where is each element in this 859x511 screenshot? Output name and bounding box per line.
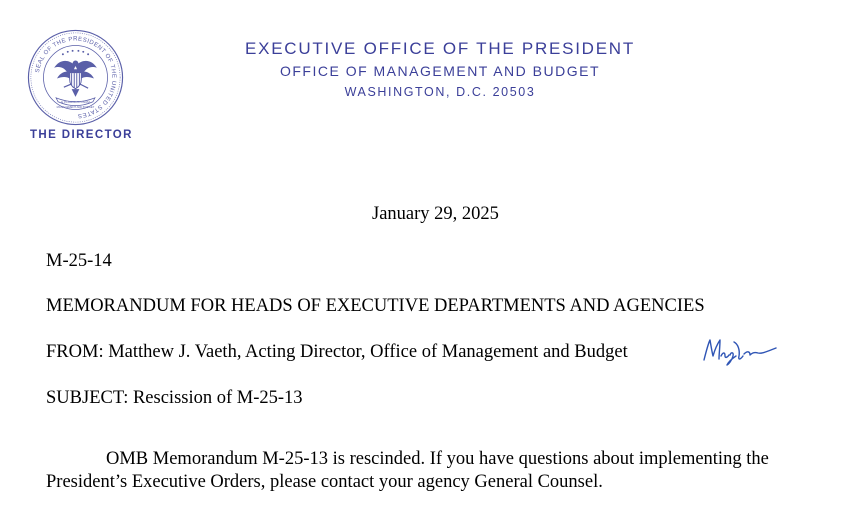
memo-from: FROM: Matthew J. Vaeth, Acting Director, Office of Management and Budget [46, 342, 628, 362]
memo-subject: SUBJECT: Rescission of M-25-13 [46, 388, 303, 408]
memo-body-line-1: OMB Memorandum M-25-13 is rescinded. If you have questions about implementing the [106, 449, 769, 469]
seal-inner-text: MANAGEMENT AND BUDGET [56, 106, 95, 110]
letterhead-omb: OFFICE OF MANAGEMENT AND BUDGET [279, 63, 601, 79]
presidential-seal-icon [27, 29, 124, 126]
seal-ring-text: SEAL OF THE PRESIDENT OF THE UNITED STATES [34, 36, 117, 119]
memo-date: January 29, 2025 [372, 204, 499, 224]
handwritten-signature-icon [700, 334, 780, 370]
letterhead-address: WASHINGTON, D.C. 20503 [344, 85, 536, 99]
letterhead-executive-office: EXECUTIVE OFFICE OF THE PRESIDENT [245, 39, 635, 58]
seal-banner-text: E PLURIBUS UNUM [61, 100, 90, 105]
memo-number: M-25-14 [46, 251, 112, 271]
director-label: THE DIRECTOR [30, 129, 133, 141]
memo-body-line-2: President’s Executive Orders, please contact your agency General Counsel. [46, 472, 603, 492]
memo-recipients: MEMORANDUM FOR HEADS OF EXECUTIVE DEPARTMENTS AND AGENCIES [46, 296, 705, 316]
